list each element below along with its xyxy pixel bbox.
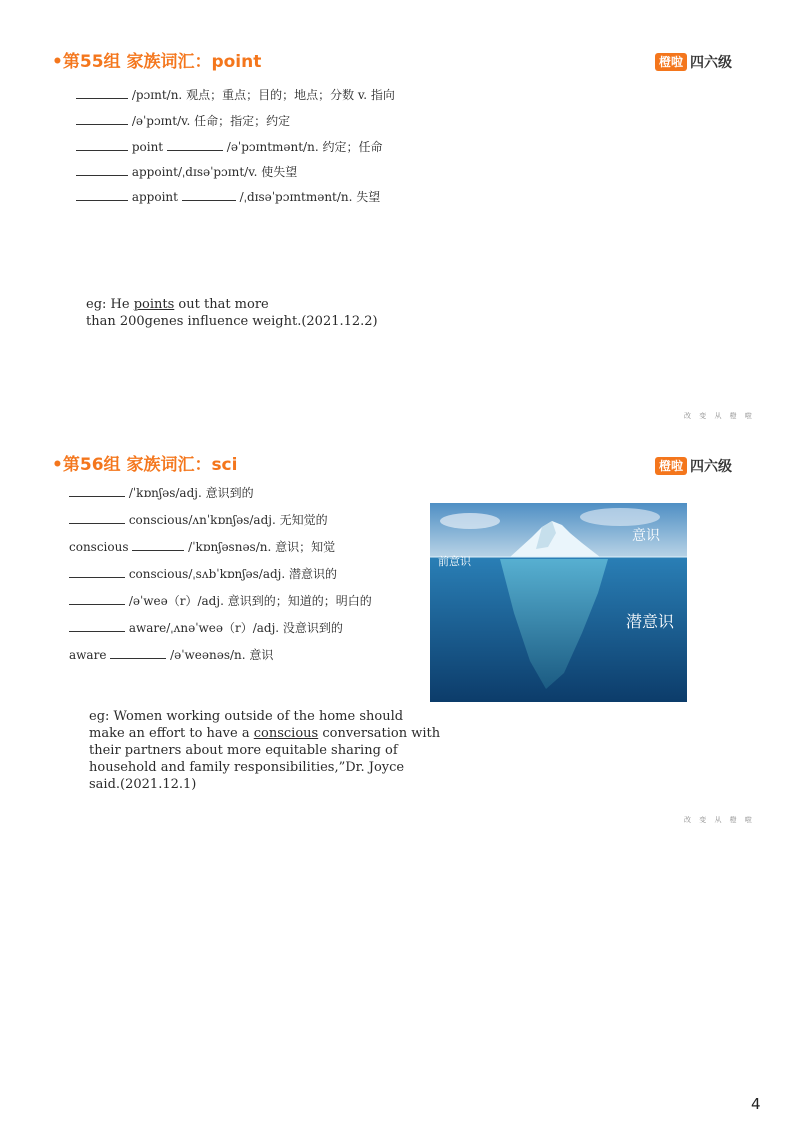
vocab-row-56-7 bbox=[69, 647, 273, 662]
fill-blank bbox=[132, 539, 184, 551]
example-line-1: eg: Women working outside of the home should bbox=[89, 709, 404, 724]
example-line-3: their partners about more equitable sharing of bbox=[89, 743, 398, 758]
example-55 bbox=[86, 296, 378, 330]
brand-logo: 橙啦 bbox=[655, 53, 687, 71]
vocab-row-55-5 bbox=[76, 189, 380, 204]
vocab-row-56-3 bbox=[69, 539, 335, 554]
label-conscious: 意识 bbox=[632, 528, 660, 544]
section-56-title: •第56组 家族词汇：sci bbox=[52, 455, 238, 475]
example-text: make an effort to have a bbox=[89, 726, 254, 741]
vocab-row-56-1 bbox=[69, 485, 254, 500]
example-line-5: said.(2021.12.1) bbox=[89, 777, 197, 792]
example-text: conversation with bbox=[318, 726, 441, 741]
vocab-row-56-4 bbox=[69, 566, 337, 581]
fill-blank bbox=[69, 485, 125, 497]
vocab-text: /əˈpɔɪntmənt/n. 约定；任命 bbox=[226, 140, 383, 154]
fill-blank bbox=[69, 620, 125, 632]
vocab-text: aware/ˌʌnəˈweə（r）/adj. 没意识到的 bbox=[128, 621, 343, 635]
fill-blank bbox=[182, 189, 236, 201]
vocab-row-56-6 bbox=[69, 620, 343, 635]
vocab-text: conscious/ʌnˈkɒnʃəs/adj. 无知觉的 bbox=[128, 513, 328, 527]
vocab-lead-word: conscious bbox=[69, 540, 129, 554]
fill-blank bbox=[69, 512, 125, 524]
example-56 bbox=[89, 708, 440, 793]
footer-slogan-56: 改 变 从 橙 啦 bbox=[684, 816, 755, 824]
example-line-1 bbox=[86, 296, 378, 313]
section-55-title: •第55组 家族词汇：point bbox=[52, 52, 262, 72]
fill-blank bbox=[76, 164, 128, 176]
vocab-text: /ˈkɒnʃəs/adj. 意识到的 bbox=[128, 486, 254, 500]
vocab-row-55-4 bbox=[76, 164, 297, 179]
example-keyword: points bbox=[133, 297, 175, 312]
vocab-text: /ˈkɒnʃəsnəs/n. 意识；知觉 bbox=[188, 540, 336, 554]
vocab-row-55-3 bbox=[76, 139, 382, 154]
vocab-text: /əˈweə（r）/adj. 意识到的；知道的；明白的 bbox=[128, 594, 372, 608]
iceberg-illustration bbox=[430, 503, 687, 702]
vocab-row-56-2 bbox=[69, 512, 328, 527]
footer-slogan-55: 改 变 从 橙 啦 bbox=[684, 412, 755, 420]
fill-blank bbox=[76, 139, 128, 151]
fill-blank bbox=[69, 593, 125, 605]
vocab-text: /əˈpɔɪnt/v. 任命；指定；约定 bbox=[131, 114, 291, 128]
vocab-text: appoint/ˌdɪsəˈpɔɪnt/v. 使失望 bbox=[131, 165, 298, 179]
label-preconscious: 前意识 bbox=[438, 555, 471, 568]
brand-logo: 橙啦 bbox=[655, 457, 687, 475]
brand-level: 四六级 bbox=[690, 55, 733, 71]
vocab-text: /pɔɪnt/n. 观点；重点；目的；地点；分数 v. 指向 bbox=[131, 88, 395, 102]
vocab-row-55-1 bbox=[76, 87, 395, 102]
example-line-4: household and family responsibilities,”Dr. Joyce bbox=[89, 760, 405, 775]
fill-blank bbox=[76, 189, 128, 201]
vocab-prefix-word: appoint bbox=[131, 190, 178, 204]
label-subconscious: 潜意识 bbox=[626, 612, 675, 631]
brand-header-55 bbox=[655, 52, 732, 72]
example-line-2: than 200genes influence weight.(2021.12.2) bbox=[86, 314, 378, 329]
page-number: 4 bbox=[751, 1095, 761, 1113]
fill-blank bbox=[76, 87, 128, 99]
vocab-row-56-5 bbox=[69, 593, 372, 608]
vocab-row-55-2 bbox=[76, 113, 290, 128]
vocab-prefix-word: point bbox=[131, 140, 164, 154]
example-text: out that more bbox=[174, 297, 269, 312]
vocab-text: conscious/ˌsʌbˈkɒnʃəs/adj. 潜意识的 bbox=[128, 567, 338, 581]
example-prefix: eg: He bbox=[86, 297, 134, 312]
fill-blank bbox=[69, 566, 125, 578]
vocab-lead-word: aware bbox=[69, 648, 107, 662]
brand-level: 四六级 bbox=[690, 459, 733, 475]
vocab-text: /ˌdɪsəˈpɔɪntmənt/n. 失望 bbox=[239, 190, 381, 204]
fill-blank bbox=[110, 647, 166, 659]
brand-header-56 bbox=[655, 456, 732, 476]
example-keyword: conscious bbox=[253, 726, 319, 741]
fill-blank bbox=[167, 139, 223, 151]
vocab-text: /əˈweənəs/n. 意识 bbox=[170, 648, 274, 662]
example-line-2 bbox=[89, 725, 440, 742]
fill-blank bbox=[76, 113, 128, 125]
